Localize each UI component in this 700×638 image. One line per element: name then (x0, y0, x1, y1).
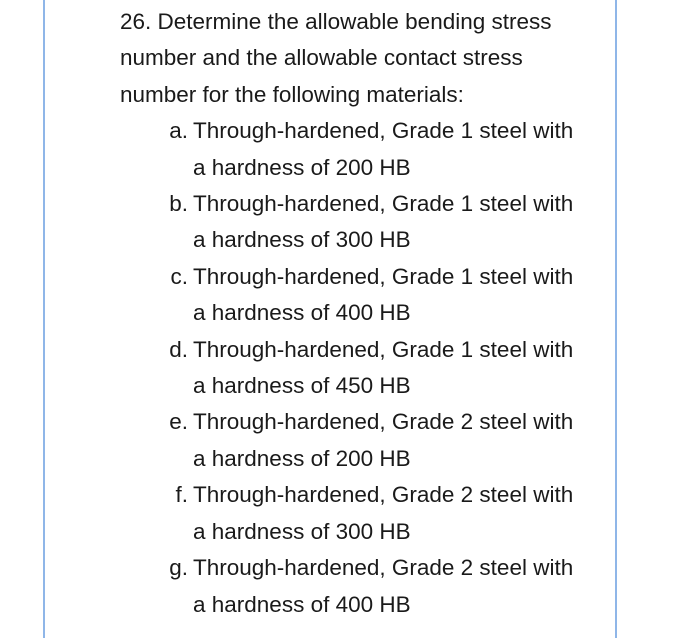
option-item-d (120, 332, 600, 405)
option-text-line: a hardness of 400 HB (193, 591, 411, 617)
option-text-line: a hardness of 400 HB (193, 300, 411, 326)
option-text-line: a hardness of 450 HB (193, 373, 411, 399)
option-letter: d. (169, 336, 188, 362)
option-item-c (120, 259, 600, 332)
stem-line: 26. Determine the allowable bending stress (120, 9, 552, 34)
option-text-line: a hardness of 200 HB (193, 445, 411, 471)
option-text-line: Through-hardened, Grade 2 steel with (193, 409, 574, 435)
option-item-e (120, 404, 600, 477)
option-item-b (120, 186, 600, 259)
option-text-line: Through-hardened, Grade 2 steel with (193, 555, 574, 581)
option-text-line: Through-hardened, Grade 1 steel with (193, 118, 574, 144)
option-list (120, 113, 600, 623)
stem-line: number for the following materials: (120, 81, 464, 107)
option-letter: b. (169, 191, 188, 217)
option-item-a (120, 113, 600, 186)
option-text-line: a hardness of 200 HB (193, 154, 411, 180)
option-item-f (120, 477, 600, 550)
option-letter: f. (175, 482, 188, 508)
option-item-g (120, 550, 600, 623)
option-text-line: a hardness of 300 HB (193, 518, 411, 544)
option-letter: e. (169, 409, 188, 435)
stem-line: number and the allowable contact stress (120, 45, 523, 71)
option-text-line: Through-hardened, Grade 2 steel with (193, 482, 574, 508)
question-stem (120, 4, 600, 113)
option-text-line: Through-hardened, Grade 1 steel with (193, 336, 574, 362)
option-letter: c. (170, 263, 188, 289)
option-text-line: Through-hardened, Grade 1 steel with (193, 263, 574, 289)
option-text-line: a hardness of 300 HB (193, 227, 411, 253)
option-text-line: Through-hardened, Grade 1 steel with (193, 191, 574, 217)
option-letter: g. (169, 555, 188, 581)
question-26 (120, 4, 600, 623)
option-letter: a. (169, 118, 188, 144)
